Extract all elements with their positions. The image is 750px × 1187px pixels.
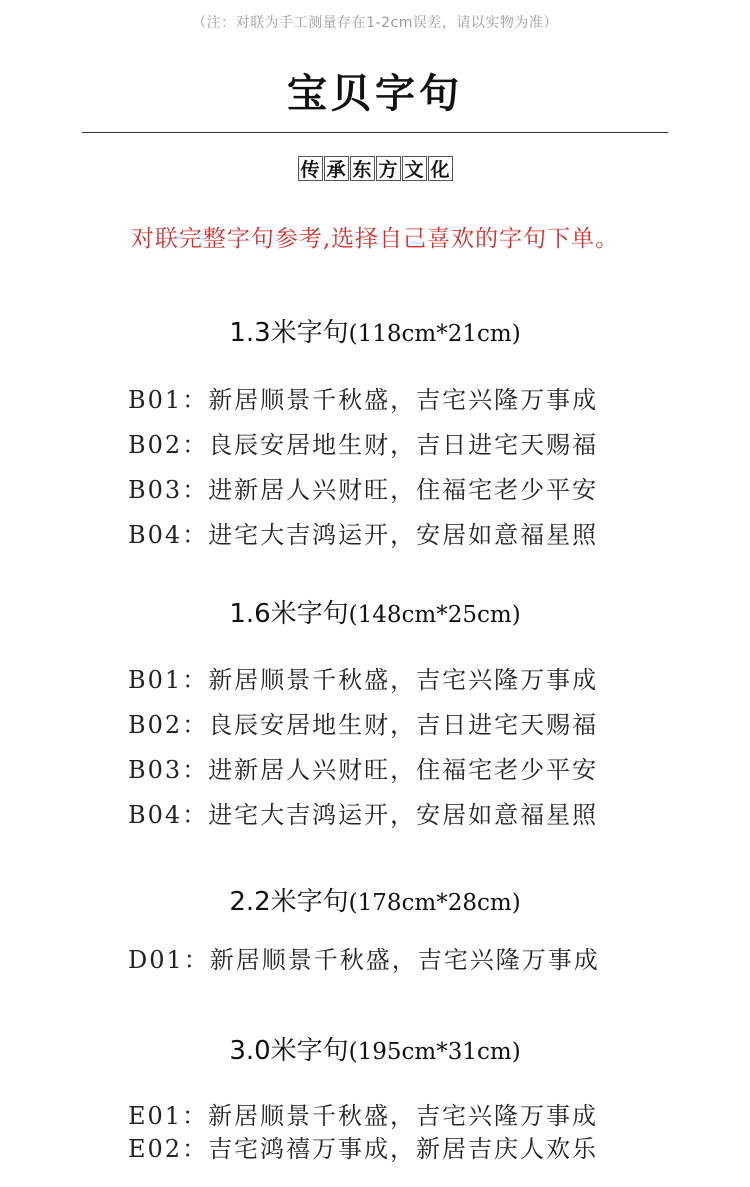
couplet-text: 新居顺景千秋盛，吉宅兴隆万事成	[208, 1102, 599, 1130]
couplet-text: 新居顺景千秋盛，吉宅兴隆万事成	[208, 666, 599, 694]
couplet-text: 进新居人兴财旺，住福宅老少平安	[208, 756, 599, 784]
couplet-text: 新居顺景千秋盛，吉宅兴隆万事成	[209, 946, 600, 974]
couplet-line	[128, 1096, 648, 1131]
couplet-code: E01	[128, 1102, 183, 1130]
couplet-code: E02	[128, 1135, 183, 1163]
stamp-char: 传	[298, 156, 323, 181]
title-divider	[82, 132, 668, 133]
couplet-line	[128, 940, 648, 975]
couplet-text: 进新居人兴财旺，住福宅老少平安	[208, 476, 599, 504]
couplet-code: B03	[128, 756, 183, 784]
couplet-separator: ：	[182, 801, 209, 829]
stamp-char: 方	[376, 156, 401, 181]
couplet-code: B04	[128, 521, 183, 549]
couplet-text: 吉宅鸿禧万事成，新居吉庆人欢乐	[208, 1135, 599, 1163]
section-size: 3.0米字句	[229, 1036, 349, 1066]
couplet-separator: ：	[182, 1135, 209, 1163]
couplet-code: B01	[128, 386, 183, 414]
stamp-char: 化	[428, 156, 453, 181]
measurement-note: （注：对联为手工测量存在1-2cm误差，请以实物为准）	[192, 15, 558, 31]
couplet-code: B03	[128, 476, 183, 504]
couplet-line	[128, 1129, 648, 1164]
couplet-line	[128, 795, 648, 830]
page-title: 宝贝字句	[287, 71, 463, 117]
couplet-separator: ：	[182, 756, 209, 784]
couplet-code: B01	[128, 666, 183, 694]
selection-notice: 对联完整字句参考,选择自己喜欢的字句下单。	[130, 226, 620, 252]
couplet-text: 良辰安居地生财，吉日进宅天赐福	[208, 431, 599, 459]
couplet-text: 进宅大吉鸿运开，安居如意福星照	[208, 521, 599, 549]
stamp-char: 文	[402, 156, 427, 181]
culture-stamp-row	[0, 156, 750, 181]
couplet-text: 新居顺景千秋盛，吉宅兴隆万事成	[208, 386, 599, 414]
section-dimensions: (118cm*21cm)	[348, 321, 521, 347]
section-dimensions: (195cm*31cm)	[348, 1039, 521, 1065]
couplet-code: B02	[128, 431, 183, 459]
stamp-char: 东	[350, 156, 375, 181]
couplet-code: B02	[128, 711, 183, 739]
section-dimensions: (178cm*28cm)	[348, 890, 521, 916]
couplet-separator: ：	[182, 386, 209, 414]
couplet-line	[128, 425, 648, 460]
section-title-1-3m	[0, 312, 750, 349]
couplet-separator: ：	[182, 431, 209, 459]
couplet-code: B04	[128, 801, 183, 829]
section-dimensions: (148cm*25cm)	[348, 602, 521, 628]
section-title-2-2m	[0, 881, 750, 918]
section-size: 2.2米字句	[229, 887, 349, 917]
couplet-line	[128, 750, 648, 785]
couplet-separator: ：	[182, 521, 209, 549]
couplet-line	[128, 660, 648, 695]
couplet-line	[128, 380, 648, 415]
section-size: 1.3米字句	[229, 318, 349, 348]
couplet-line	[128, 705, 648, 740]
section-title-3-0m	[0, 1030, 750, 1067]
couplet-line	[128, 470, 648, 505]
couplet-separator: ：	[183, 946, 210, 974]
couplet-separator: ：	[182, 476, 209, 504]
couplet-separator: ：	[182, 666, 209, 694]
couplet-separator: ：	[182, 711, 209, 739]
couplet-line	[128, 515, 648, 550]
couplet-code: D01	[128, 946, 184, 974]
stamp-char: 承	[324, 156, 349, 181]
couplet-text: 良辰安居地生财，吉日进宅天赐福	[208, 711, 599, 739]
couplet-separator: ：	[182, 1102, 209, 1130]
section-size: 1.6米字句	[229, 599, 349, 629]
section-title-1-6m	[0, 593, 750, 630]
couplet-text: 进宅大吉鸿运开，安居如意福星照	[208, 801, 599, 829]
